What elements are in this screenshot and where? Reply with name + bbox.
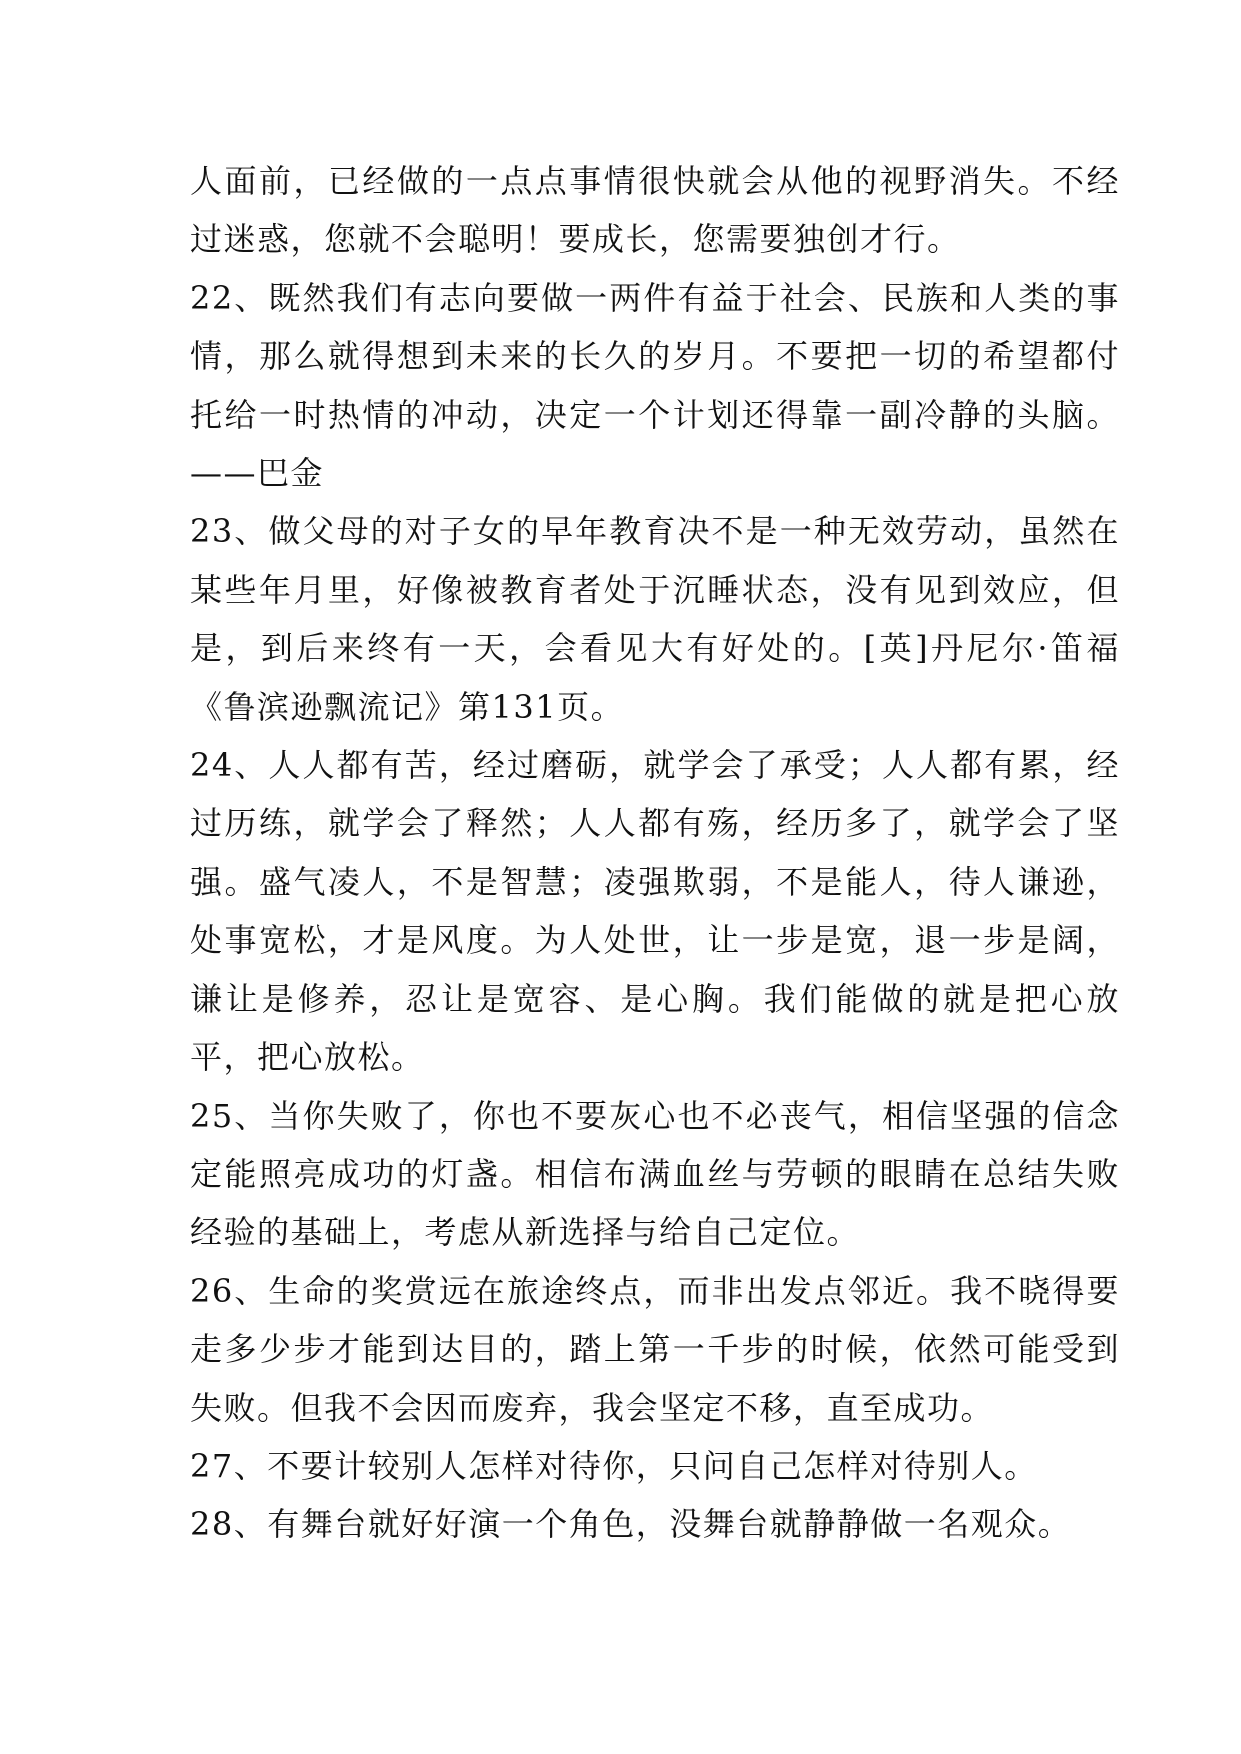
- paragraph-22: 22、既然我们有志向要做一两件有益于社会、民族和人类的事情，那么就得想到未来的长久的岁月。不要把一切的希望都付托给一时热情的冲动，决定一个计划还得靠一副冷静的头脑。——巴金: [190, 278, 1120, 493]
- paragraph-26: 26、生命的奖赏远在旅途终点，而非出发点邻近。我不晓得要走多少步才能到达目的，踏上第一千步的时候，依然可能受到失败。但我不会因而废弃，我会坚定不移，直至成功。: [190, 1271, 1120, 1427]
- paragraph-24: 24、人人都有苦，经过磨砺，就学会了承受；人人都有累，经过历练，就学会了释然；人人都有殇，经历多了，就学会了坚强。盛气凌人，不是智慧；凌强欺弱，不是能人，待人谦逊，处事宽松，才是风度。为人处世，让一步是宽，退一步是阔，谦让是修养，忍让是宽容、是心胸。我们能做的就是把心放平，把心放松。: [190, 746, 1120, 1077]
- paragraph-25: 25、当你失败了，你也不要灰心也不必丧气，相信坚强的信念定能照亮成功的灯盏。相信布满血丝与劳顿的眼睛在总结失败经验的基础上，考虑从新选择与给自己定位。: [190, 1096, 1120, 1252]
- document-body: [190, 152, 1120, 1554]
- paragraph-23: 23、做父母的对子女的早年教育决不是一种无效劳动，虽然在某些年月里，好像被教育者处于沉睡状态，没有见到效应，但是，到后来终有一天，会看见大有好处的。[英]丹尼尔·笛福《鲁滨逊飘流记》第131页。: [190, 512, 1120, 726]
- paragraph-27: 27、不要计较别人怎样对待你，只问自己怎样对待别人。: [190, 1446, 1038, 1485]
- paragraph-28: 28、有舞台就好好演一个角色，没舞台就静静做一名观众。: [190, 1505, 1072, 1544]
- paragraph-continuation: 人面前，已经做的一点点事情很快就会从他的视野消失。不经过迷惑，您就不会聪明！要成长，您需要独创才行。: [190, 162, 1120, 259]
